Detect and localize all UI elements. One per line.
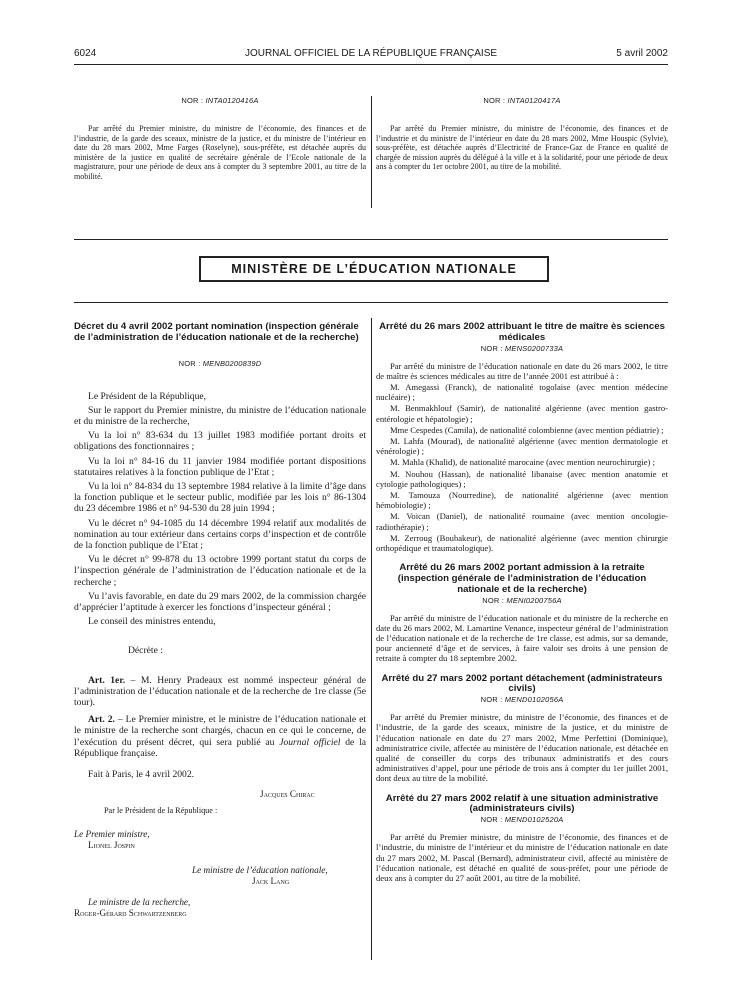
decret-body [74,391,366,781]
nor-line: NOR : MENI0200756A [482,595,562,605]
arrete-body: Par arrêté du ministre de l’éducation nationale et du ministre de la recherche en date du 26 mars 2002, M. Lamartine Venance, inspecteur général de l’administration de l’éducation nationale et de la recherche de 1re classe, est admis, sur sa demande, pour ancienneté d’âge et de services, à faire valoir ses droits à une pension de retraite à compter du 18 septembre 2002. [376,612,668,664]
nor-line: NOR : MENB0200839D [178,358,262,368]
list-item: M. Lahfa (Mourad), de nationalité algérienne (avec mention dermatologie et vénérologie) ; [376,436,668,457]
edu-minister-name: Jack Lang [252,876,290,887]
visa: Vu le décret n° 94-1085 du 14 décembre 1994 relatif aux modalités de nomination au tour extérieur dans certains corps d’inspection et de contrôle de la fonction publique de l’Etat ; [74,517,366,552]
right-column [376,322,668,884]
arrete-retraite [376,563,668,663]
visa: Sur le rapport du Premier ministre, du ministre de l’éducation nationale et du ministre de la recherche, [74,404,366,427]
arrete-body: Par arrêté du Premier ministre, du ministre de l’économie, des finances et de l’industrie, de la garde des sceaux, ministre de la justice, et du ministre de l’éducation nationale en date du 27 mars 2002, Mme Perfettini (Dominique), administratrice civile, affectée au ministère de l’éducation nationale, est détachée en qualité de conseiller du corps des tribunaux administratifs et des cours administratives d’appel, pour une période de trois ans à compter du 1er juillet 2001, dont deux au titre de la mobilité. [376,712,668,784]
decrete-line: Décrète : [128,645,163,657]
arrete-body: Par arrêté du Premier ministre, du ministre de l’économie, des finances et de l’industrie, du ministre de l’intérieur et du ministre de l’éducation nationale en date du 27 mars 2002, M. Pascal (Bernard), administrateur civil, affecté au ministère de l’éducation nationale, est détaché en qualité de sous-préfet, pour une période de deux ans à compter du 27 août 2001, au titre de la mobilité. [376,832,668,884]
list-item: Mme Cespedes (Camila), de nationalité colombienne (avec mention pédiatrie) ; [390,424,664,435]
running-header [74,44,668,62]
nor-line: NOR : INTA0120417A [483,96,561,105]
by-president-line: Par le Président de la République : [104,806,218,816]
arrete-title: Arrêté du 26 mars 2002 attribuant le titre de maître ès sciences médicales [379,321,665,343]
arrete-maitre-sciences [376,322,668,553]
article-2: Art. 2. – Le Premier ministre, et le ministre de l’éducation nationale et le ministre de la recherche sont chargés, chacun en ce qui le concerne, de l’exécution du présent décret, qui sera publié au Journal officiel de la République française. [74,714,366,759]
visa: Vu la loi n° 84-834 du 13 septembre 1984 relative à la limite d’âge dans la fonction publique et le secteur public, modifiée par les lois n° 86-1304 du 23 décembre 1986 et n° 94-530 du 28 juin 1994 ; [74,481,366,515]
pm-name: Lionel Jospin [88,840,135,851]
visa: Vu la loi n° 84-16 du 11 janvier 1984 modifiée portant dispositions statutaires relatives à la fonction publique de l’Etat ; [74,455,366,478]
visa: Le conseil des ministres entendu, [88,616,216,628]
nor-line: NOR : INTA0120416A [181,96,259,105]
list-item: M. Voican (Daniel), de nationalité roumaine (avec mention oncologie-radiothérapie) ; [376,511,668,532]
article-1: Art. 1er. – M. Henry Pradeaux est nommé inspecteur général de l’administration de l’éducation nationale et de la recherche de 1re classe (5e tour). [74,674,367,709]
column-divider-main [371,318,372,960]
visa: Vu le décret n° 99-878 du 13 octobre 1999 portant statut du corps de l’inspection générale de l’administration de l’éducation nationale et de la recherche ; [74,554,366,588]
decret-article [74,322,366,933]
arrete-title: Arrêté du 27 mars 2002 relatif à une situation administrative (administrateurs civils) [385,792,659,815]
pm-title: Le Premier ministre, [74,829,150,840]
list-item: M. Tamouza (Nourredine), de nationalité algérienne (avec mention hémobiologie) ; [376,490,668,511]
signer-president: Jacques Chirac [260,789,315,800]
column-divider-top [371,96,372,208]
ministry-heading: MINISTÈRE DE L’ÉDUCATION NATIONALE [199,256,549,282]
list-item: M. Benmakhlouf (Samir), de nationalité algérienne (avec mention gastro-entérologie et hépatologie) ; [376,403,668,424]
visa: Vu l’avis favorable, en date du 29 mars 2002, de la commission chargée d’apprécier l’aptitude à exercer les fonctions d’inspecteur général ; [74,590,366,614]
arrete-title: Arrêté du 26 mars 2002 portant admission à la retraite (inspection générale de l’administration de l’éducation nationale et de la recherche) [397,562,647,595]
header-rule [74,64,668,65]
page-number: 6024 [74,48,97,59]
list-item: M. Mahla (Khalid), de nationalité marocaine (avec mention neurochirurgie) ; [390,457,655,468]
fait-line: Fait à Paris, le 4 avril 2002. [88,769,195,781]
list-item: M. Zerroug (Boubakeur), de nationalité algérienne (avec mention chirurgie orthopédique et traumatologique). [376,532,668,554]
nor-line: NOR : MENS0200733A [480,343,564,353]
arrete-situation-administrative [376,794,668,884]
list-item: M. Amegassi (Franck), de nationalité togolaise (avec mention médecine nucléaire) ; [376,382,668,403]
edu-minister-title: Le ministre de l’éducation nationale, [192,865,328,876]
decret-title: Décret du 4 avril 2002 portant nomination (inspection générale de l’administration de l’éducation nationale et de la recherche) [74,321,359,343]
arrete-body: Par arrêté du ministre de l’éducation nationale en date du 26 mars 2002, le titre de maître ès sciences médicales au titre de l’année 2001 est attribué à : M. Amegassi (Franck), de nationalité togolaise (avec mention médecine nucléaire) ; M. Benmakhlouf (Samir), de nationalité algérienne (avec mention gastro-entérologie et hépatologie) ; Mme Cespedes (Camila), de nationalité colombienne (avec mention pédiatrie) ; M. Lahfa (Mourad), de nationalité algérienne (avec mention dermatologie et vénérologie) ; M. Mahla (Khalid), de nationalité marocaine (avec mention neurochirurgie) ; M. Nouhou (Hassan), de nationalité libanaise (avec mention anatomie et cytologie pathologiques) ; M. Tamouza (Nourredine), de nationalité algérienne (avec mention hémobiologie) ; M. Voican (Daniel), de nationalité roumaine (avec mention oncologie-radiothérapie) ; M. Zerroug (Boubakeur), de nationalité algérienne (avec mention chirurgie orthopédique et traumatologique). [376,360,668,554]
research-minister-title: Le ministre de la recherche, [88,897,191,908]
nor-line: NOR : MEND0102056A [480,695,564,705]
president-line: Le Président de la République, [88,390,207,402]
notice-text: Par arrêté du Premier ministre, du ministre de l’économie, des finances et de l’industrie et du ministre de l’intérieur en date du 28 mars 2002, Mme Houspic (Sylvie), sous-préfète, est détachée auprès d’Electricité de France-Gaz de France en qualité de chargée de mission auprès du délégué à la ville et à la solidarité, pour une période de deux ans à compter du 1er octobre 2001, au titre de la mobilité. [376,124,668,172]
section-rule-bottom [74,302,668,303]
top-right-notice [376,96,668,172]
arrete-title: Arrêté du 27 mars 2002 portant détachement (administrateurs civils) [381,672,663,695]
notice-text: Par arrêté du Premier ministre, du ministre de l’économie, des finances et de l’industrie, de la garde des sceaux, ministre de la justice, et du ministre de l’intérieur en date du 28 mars 2002, Mme Farges (Roselyne), sous-préfète, est détachée auprès du ministère de la justice en qualité de secrétaire générale de l’Ecole nationale de la magistrature, pour une période de deux ans à compter du 3 septembre 2001, au titre de la mobilité. [74,124,366,181]
issue-date: 5 avril 2002 [616,48,668,59]
section-rule-top [74,239,668,240]
signatures [74,783,366,933]
visa: Vu la loi n° 83-634 du 13 juillet 1983 modifiée portant droits et obligations des fonctionnaires ; [74,430,366,453]
research-minister-name: Roger-Gérard Schwartzenberg [74,908,187,919]
list-item: M. Nouhou (Hassan), de nationalité libanaise (avec mention anatomie et cytologie pathologiques) ; [376,468,668,489]
nor-line: NOR : MEND0102520A [480,815,564,825]
top-left-notice [74,96,366,182]
journal-title: JOURNAL OFFICIEL DE LA RÉPUBLIQUE FRANÇAISE [244,48,498,59]
arrete-detachement [376,674,668,784]
